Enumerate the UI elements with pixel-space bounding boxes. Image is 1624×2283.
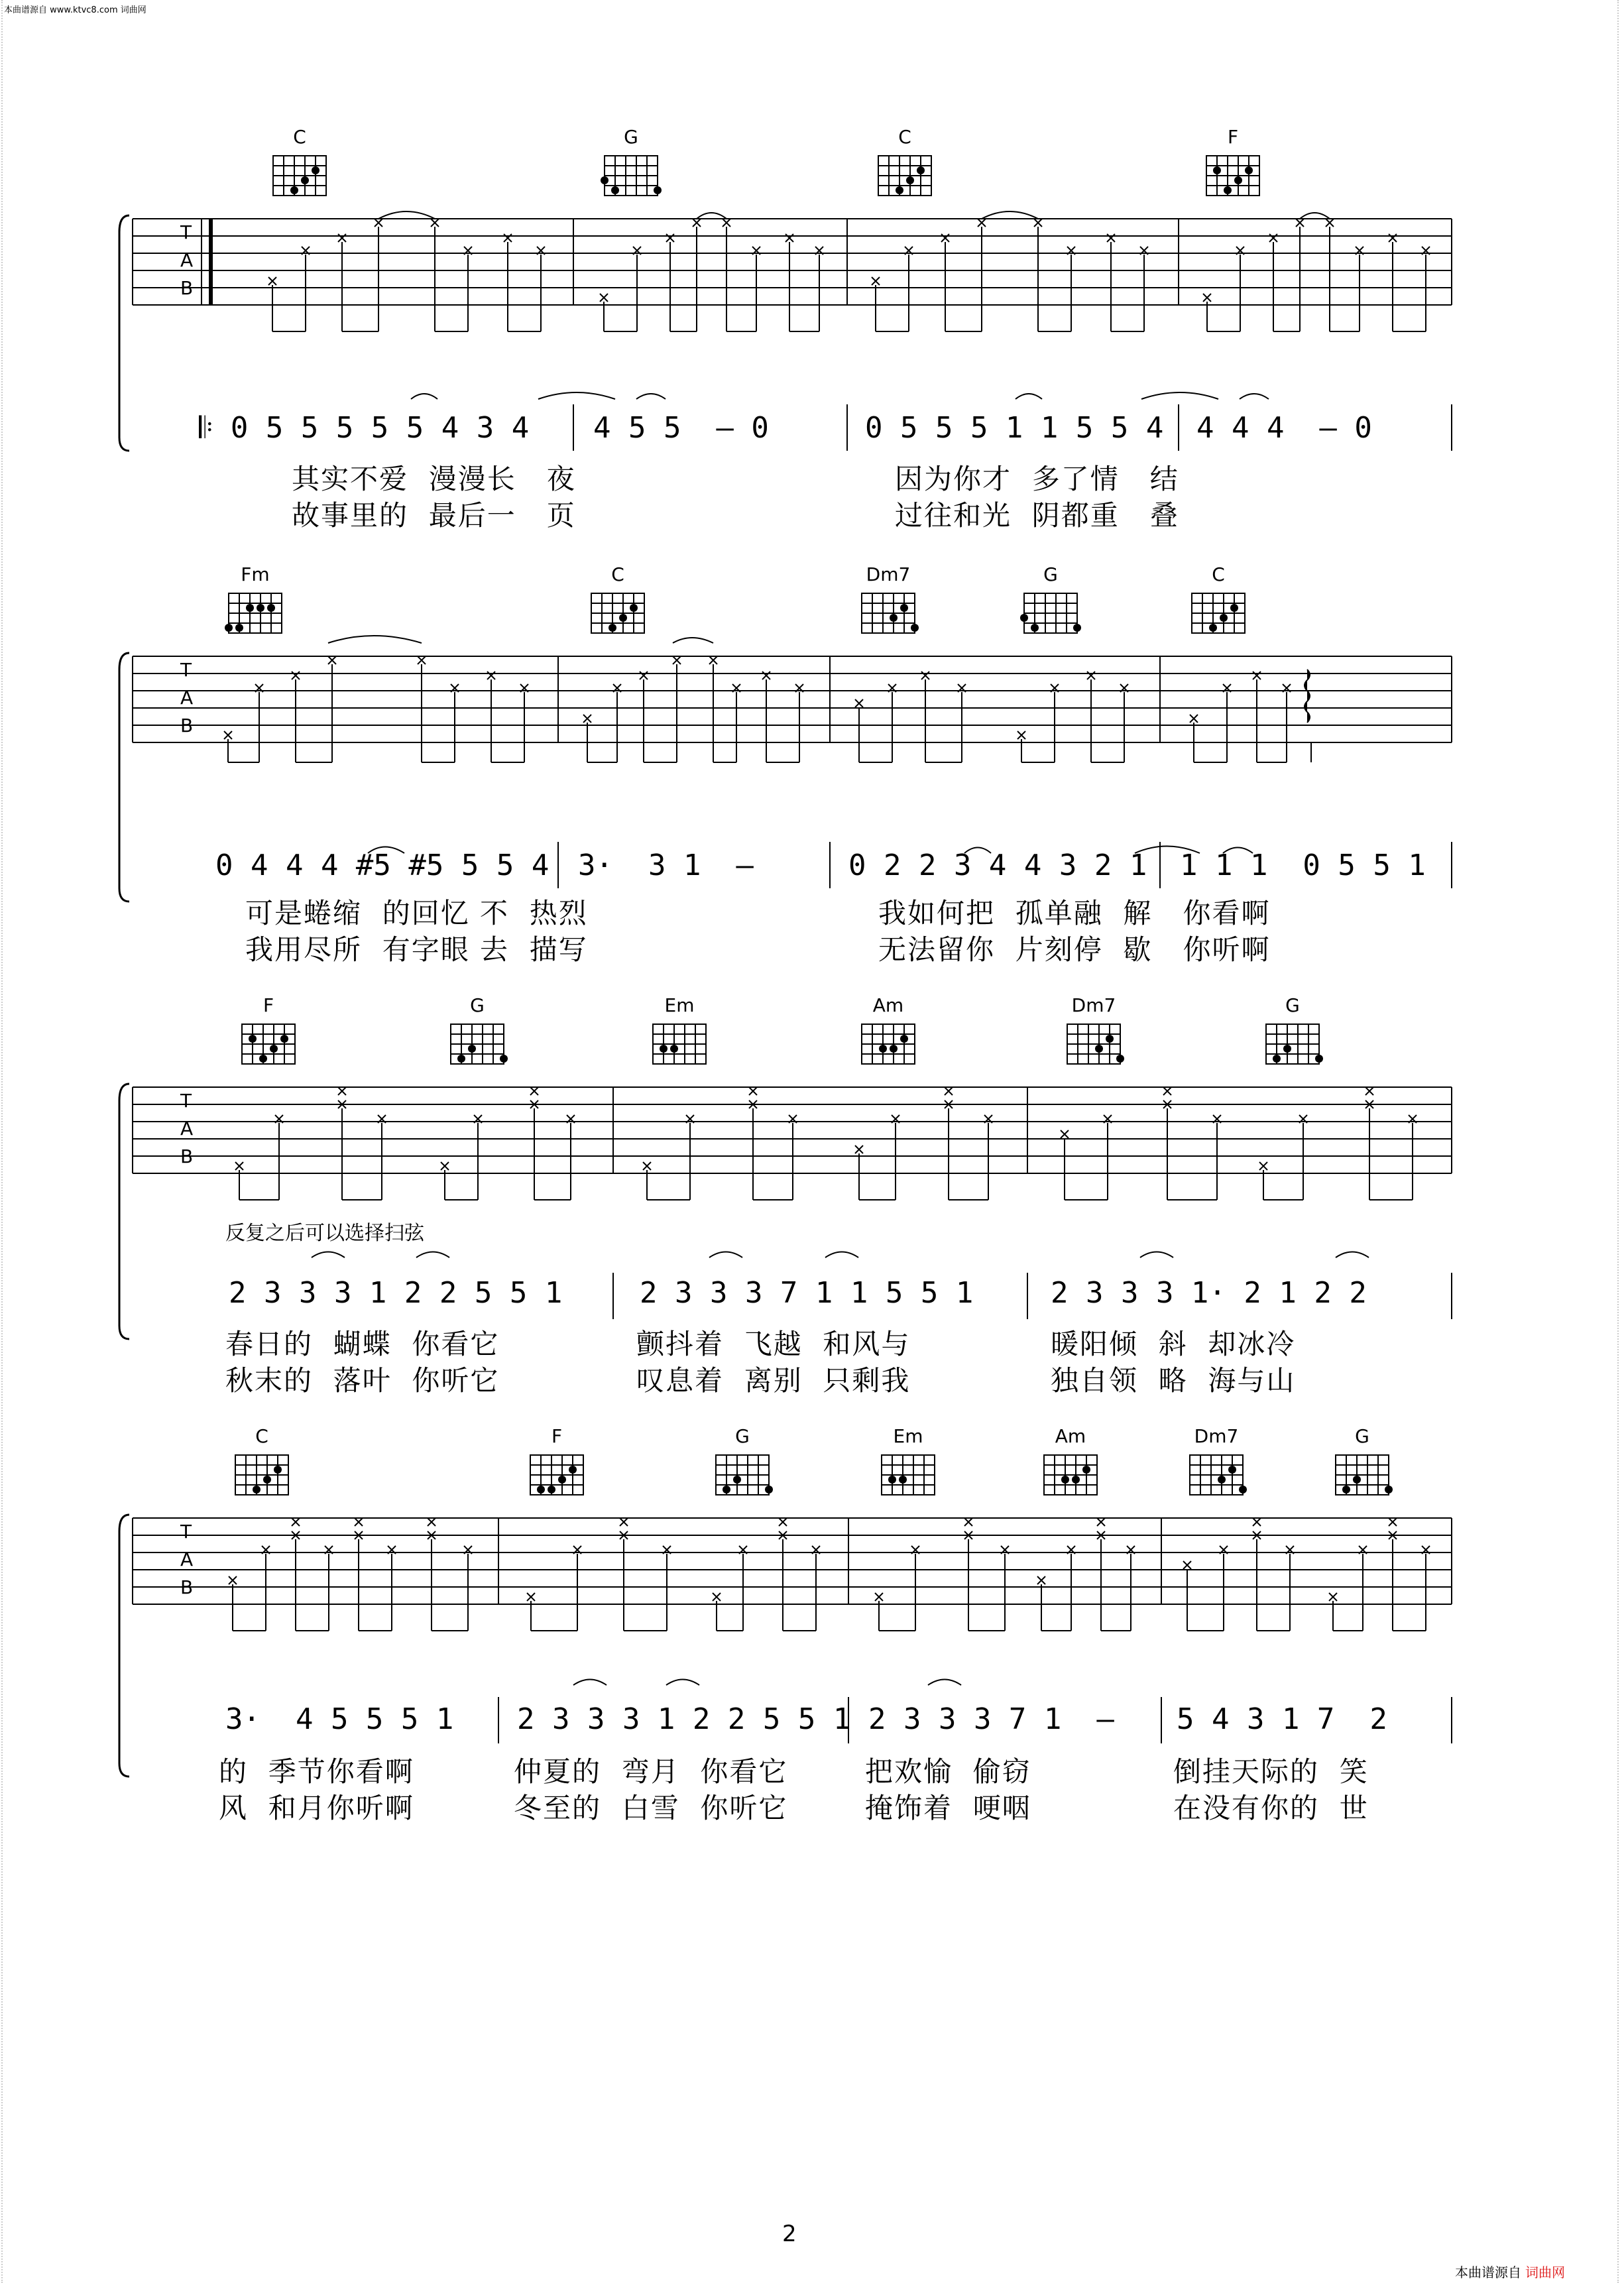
tab-clef: T (180, 221, 192, 243)
jianpu-measure: 2 3 3 3 7 1 1 5 5 1 (640, 1276, 974, 1310)
chord-dots (225, 604, 1238, 632)
chord-label: G (624, 126, 638, 148)
jianpu-measure: 4 4 4 – 0 (1196, 411, 1372, 445)
jianpu-measure: 3· 4 5 5 5 1 (225, 1702, 454, 1736)
lyric-line-2: 风 和月你听啊 (219, 1792, 414, 1824)
system-3 (0, 994, 1624, 1405)
lyric-line-1: 其实不爱 漫漫长 夜 (292, 463, 576, 495)
system-4 (0, 1425, 1624, 1836)
lyric-line-1: 可是蜷缩 的回忆 不 热烈 (245, 897, 588, 929)
chord-label: G (735, 1425, 750, 1447)
lyric-line-1: 倒挂天际的 笑 (1173, 1755, 1369, 1788)
chord-label: C (293, 126, 306, 148)
chord-label: C (255, 1425, 268, 1447)
footer-source (1455, 2262, 1565, 2281)
lyric-line-1: 暖阳倾 斜 却冰冷 (1051, 1328, 1296, 1360)
jianpu-measure: 0 2 2 3 4 4 3 2 1 (848, 849, 1147, 882)
lyric-line-2: 在没有你的 世 (1173, 1792, 1369, 1824)
ties (573, 1680, 961, 1686)
system-brace (119, 1515, 129, 1777)
jianpu-measure: 𝄆 0 5 5 5 5 5 4 3 4 (199, 411, 530, 445)
system-brace (119, 215, 129, 451)
chord-dots (290, 166, 1253, 194)
chord-label: C (611, 563, 624, 585)
jianpu-measure: 5 4 3 1 7 2 (1177, 1702, 1387, 1736)
lyric-line-2: 过往和光 阴都重 叠 (895, 499, 1179, 532)
chord-label: F (262, 994, 274, 1016)
chord-diagram (242, 1024, 1319, 1064)
jianpu-measure: 2 3 3 3 7 1 – (868, 1702, 1114, 1736)
lyric-line-2: 故事里的 最后一 页 (292, 499, 576, 532)
lyric-line-1: 春日的 蝴蝶 你看它 (225, 1328, 500, 1360)
system-2 (0, 563, 1624, 966)
jianpu-measure: 0 4 4 4 #5 #5 5 5 4 (215, 849, 550, 882)
tab-clef: A (180, 687, 194, 709)
chord-label: C (1212, 563, 1225, 585)
lyric-line-1: 把欢愉 偷窃 (865, 1755, 1031, 1788)
chord-label: G (470, 994, 485, 1016)
chord-label: G (1355, 1425, 1369, 1447)
system-1 (0, 126, 1624, 532)
lyric-line-1: 颤抖着 飞越 和风与 (636, 1328, 911, 1360)
chord-label: Fm (241, 563, 270, 585)
chord-label: Em (664, 994, 695, 1016)
chord-label: Dm7 (1071, 994, 1116, 1016)
chord-label: G (1285, 994, 1300, 1016)
lyric-line-2: 叹息着 离别 只剩我 (636, 1364, 911, 1397)
tab-clef: A (180, 1549, 194, 1570)
chord-label: Am (1055, 1425, 1086, 1447)
chord-diagram (229, 593, 1245, 633)
system-brace (119, 1084, 129, 1339)
ties (328, 636, 1253, 853)
jianpu-measure: 0 5 5 5 1 1 5 5 4 (865, 411, 1164, 445)
jianpu-measure: 2 3 3 3 1 2 2 5 5 1 (517, 1702, 851, 1736)
tab-notes (268, 219, 1430, 302)
chord-label: Em (893, 1425, 923, 1447)
staff-lines (133, 656, 1452, 742)
tab-clef: A (180, 1118, 194, 1140)
staff-lines (133, 1518, 1452, 1604)
tab-notes (235, 1087, 1417, 1170)
tab-staff (0, 563, 1624, 961)
jianpu-measure: 1 1 1 0 5 5 1 (1180, 849, 1426, 882)
chord-label: C (898, 126, 911, 148)
jianpu-measure: 2 3 3 3 1 2 2 5 5 1 (229, 1276, 563, 1310)
lyric-line-1: 仲夏的 弯月 你看它 (514, 1755, 788, 1788)
lyric-line-1: 我如何把 孤单融 解 你看啊 (878, 897, 1271, 929)
lyric-line-2: 独自领 略 海与山 (1051, 1364, 1296, 1397)
lyric-line-2: 掩饰着 哽咽 (865, 1792, 1031, 1824)
jianpu-measure: 3· 3 1 – (578, 849, 754, 882)
lyric-line-1: 因为你才 多了情 结 (895, 463, 1179, 495)
chord-dots (249, 1035, 1323, 1063)
page-header: 本曲谱源自 www.ktvc8.com 词曲网 (4, 5, 146, 15)
tab-clef: B (180, 715, 194, 736)
lyric-line-1: 的 季节你看啊 (219, 1755, 414, 1788)
chord-label: G (1043, 563, 1058, 585)
tab-clef: B (180, 1145, 194, 1167)
tab-clef: B (180, 277, 194, 299)
chord-label: F (551, 1425, 563, 1447)
jianpu-measure: 2 3 3 3 1· 2 1 2 2 (1051, 1276, 1367, 1310)
tab-clef: A (180, 249, 194, 271)
tab-clef: B (180, 1576, 194, 1598)
lyric-line-2: 我用尽所 有字眼 去 描写 (245, 933, 588, 966)
tab-notes (229, 1518, 1430, 1601)
chord-diagram (235, 1455, 1389, 1495)
lyric-line-2: 秋末的 落叶 你听它 (225, 1364, 500, 1397)
rhythm-stems (272, 227, 1426, 331)
jianpu-measure: 4 5 5 – 0 (593, 411, 769, 445)
chord-label: Dm7 (1194, 1425, 1239, 1447)
chord-label: Dm7 (866, 563, 911, 585)
strum-annotation: 反复之后可以选择扫弦 (225, 1222, 424, 1245)
staff-lines (133, 219, 1452, 305)
lyric-line-2: 无法留你 片刻停 歇 你听啊 (878, 933, 1271, 966)
ties (312, 1252, 1369, 1258)
chord-diagram (273, 156, 1259, 196)
lyric-line-2: 冬至的 白雪 你听它 (514, 1792, 788, 1824)
chord-label: F (1227, 126, 1239, 148)
footer-brand-link[interactable]: 词曲网 (1525, 2264, 1565, 2280)
footer-source-text: 本曲谱源自 (1455, 2264, 1521, 2280)
system-brace (119, 653, 129, 902)
chord-label: Am (872, 994, 904, 1016)
tab-notes (224, 656, 1385, 739)
tab-clef: T (180, 659, 192, 681)
tab-clef: T (180, 1521, 192, 1543)
tab-clef: T (180, 1090, 192, 1112)
page-number: 2 (782, 2221, 797, 2247)
